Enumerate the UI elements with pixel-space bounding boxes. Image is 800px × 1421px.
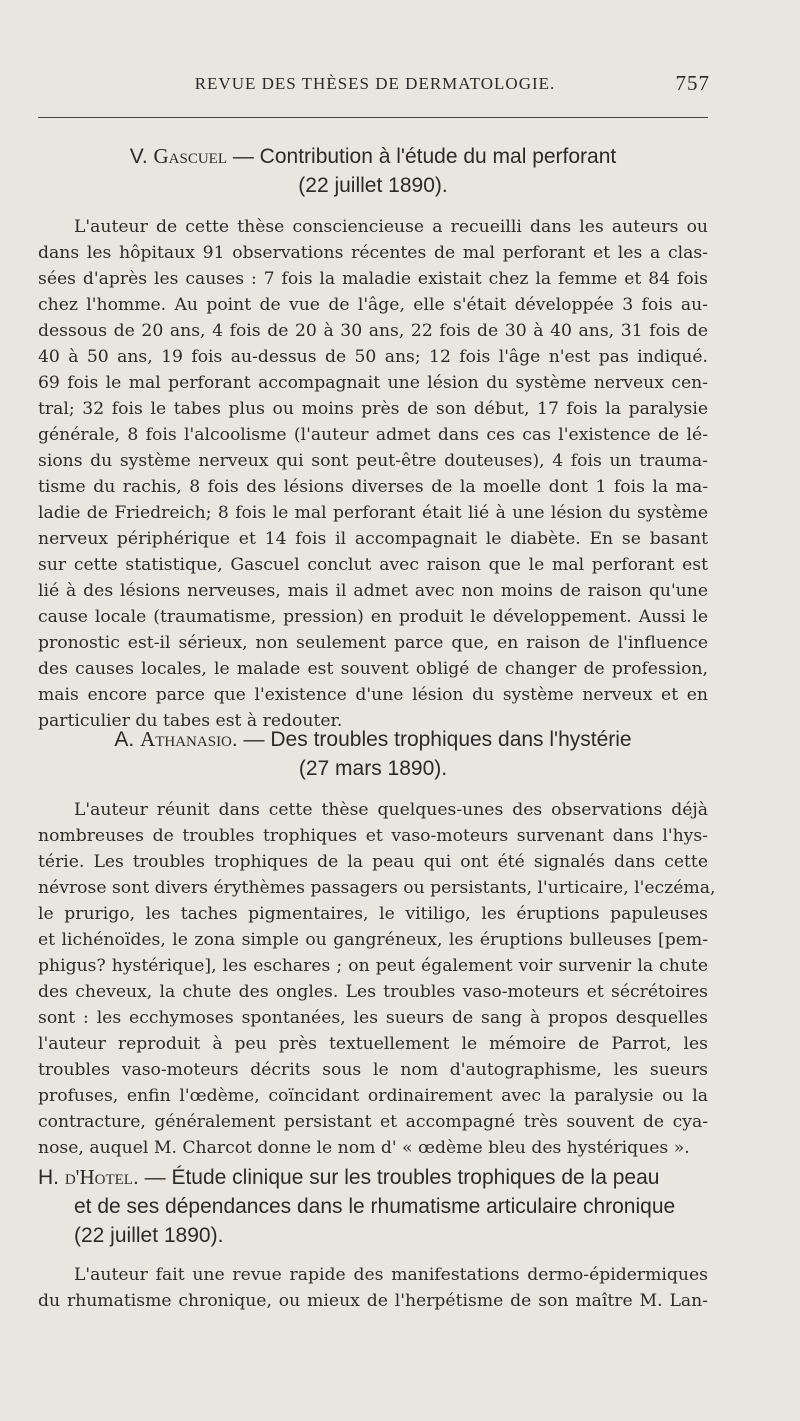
article-heading <box>38 142 708 200</box>
page-number: 757 <box>675 71 710 95</box>
author-name: d'Hotel <box>64 1165 133 1189</box>
text-line: profuses, enfin l'œdème, coïncidant ordinairement avec la paralysie ou la <box>38 1086 708 1106</box>
author-initial: V. <box>129 145 154 168</box>
text-line: sées d'après les causes : 7 fois la maladie existait chez la femme et 84 fois <box>38 269 708 289</box>
text-line: névrose sont divers érythèmes passagers ou persistants, l'urticaire, l'eczéma, <box>38 878 716 898</box>
article-body <box>38 1262 708 1314</box>
text-line: 40 à 50 ans, 19 fois au-dessus de 50 ans; 12 fois l'âge n'est pas indiqué. <box>38 347 708 367</box>
text-line: 69 fois le mal perforant accompagnait une lésion du système nerveux cen- <box>38 373 708 393</box>
text-line: ladie de Friedreich; 8 fois le mal perforant était lié à une lésion du système <box>38 503 708 523</box>
text-line: nombreuses de troubles trophiques et vaso-moteurs survenant dans l'hys- <box>38 826 708 846</box>
article-dhotel <box>38 1163 708 1314</box>
text-line: nerveux périphérique et 14 fois il accompagnait le diabète. En se basant <box>38 529 708 549</box>
article-body <box>38 214 708 734</box>
text-line: dessous de 20 ans, 4 fois de 20 à 30 ans, 22 fois de 30 à 40 ans, 31 fois de <box>38 321 708 341</box>
text-line: générale, 8 fois l'alcoolisme (l'auteur admet dans ces cas l'existence de lé- <box>38 425 708 445</box>
text-line: L'auteur réunit dans cette thèse quelques-unes des observations déjà <box>74 800 708 820</box>
article-date: (22 juillet 1890). <box>298 174 448 197</box>
text-line: sont : les ecchymoses spontanées, les sueurs de sang à propos desquelles <box>38 1008 708 1028</box>
text-line: des cheveux, la chute des ongles. Les troubles vaso-moteurs et sécrétoires <box>38 982 708 1002</box>
text-line: du rhumatisme chronique, ou mieux de l'herpétisme de son maître M. Lan- <box>38 1291 708 1311</box>
article-athanasio <box>38 725 716 1161</box>
article-body <box>38 797 716 1161</box>
article-title-line1: . — Étude clinique sur les troubles trophiques de la peau <box>132 1166 660 1189</box>
author-name: Gascuel <box>153 144 228 168</box>
article-date: (22 juillet 1890). <box>74 1224 224 1247</box>
article-title-line1: — Contribution à l'étude du mal perforant <box>227 145 617 168</box>
text-line: L'auteur fait une revue rapide des manifestations dermo-épidermiques <box>74 1265 708 1285</box>
text-line: tral; 32 fois le tabes plus ou moins près de son début, 17 fois la paralysie <box>38 399 708 419</box>
text-line: nose, auquel M. Charcot donne le nom d' « œdème bleu des hystériques ». <box>38 1138 690 1158</box>
text-line: l'auteur reproduit à peu près textuellement le mémoire de Parrot, les <box>38 1034 708 1054</box>
author-name: Athanasio <box>140 727 232 751</box>
article-title-line1: . — Des troubles trophiques dans l'hystérie <box>231 728 632 751</box>
article-gascuel <box>38 142 708 734</box>
running-title: REVUE DES THÈSES DE DERMATOLOGIE. <box>194 74 556 93</box>
text-line: cause locale (traumatisme, pression) en produit le développement. Aussi le <box>38 607 708 627</box>
text-line: mais encore parce que l'existence d'une lésion du système nerveux et en <box>38 685 708 705</box>
article-date: (27 mars 1890). <box>298 757 448 780</box>
text-line: dans les hôpitaux 91 observations récentes de mal perforant et les a clas- <box>38 243 708 263</box>
text-line: contracture, généralement persistant et accompagné très souvent de cya- <box>38 1112 708 1132</box>
text-line: sur cette statistique, Gascuel conclut avec raison que le mal perforant est <box>38 555 708 575</box>
article-title-line2: et de ses dépendances dans le rhumatisme articulaire chronique <box>74 1195 676 1218</box>
text-line: L'auteur de cette thèse consciencieuse a recueilli dans les auteurs ou <box>74 217 708 237</box>
header-rule <box>38 117 708 118</box>
text-line: le prurigo, les taches pigmentaires, le vitiligo, les éruptions papuleuses <box>38 904 708 924</box>
article-heading <box>38 1163 708 1250</box>
author-initial: A. <box>114 728 141 751</box>
text-line: particulier du tabes est à redouter. <box>38 711 343 731</box>
text-line: des causes locales, le malade est souvent obligé de changer de profession, <box>38 659 708 679</box>
text-line: chez l'homme. Au point de vue de l'âge, elle s'était développée 3 fois au- <box>38 295 708 315</box>
text-line: tisme du rachis, 8 fois des lésions diverses de la moelle dont 1 fois la ma- <box>38 477 708 497</box>
text-line: phigus? hystérique], les eschares ; on peut également voir survenir la chute <box>38 956 708 976</box>
text-line: et lichénoïdes, le zona simple ou gangréneux, les éruptions bulleuses [pem- <box>38 930 708 950</box>
text-line: sions du système nerveux qui sont peut-être douteuses), 4 fois un trauma- <box>38 451 708 471</box>
text-line: pronostic est-il sérieux, non seulement parce que, en raison de l'influence <box>38 633 708 653</box>
author-initial: H. <box>38 1166 65 1189</box>
text-line: lié à des lésions nerveuses, mais il admet avec non moins de raison qu'une <box>38 581 708 601</box>
text-line: térie. Les troubles trophiques de la peau qui ont été signalés dans cette <box>38 852 708 872</box>
text-line: troubles vaso-moteurs décrits sous le nom d'autographisme, les sueurs <box>38 1060 708 1080</box>
article-heading <box>38 725 708 783</box>
